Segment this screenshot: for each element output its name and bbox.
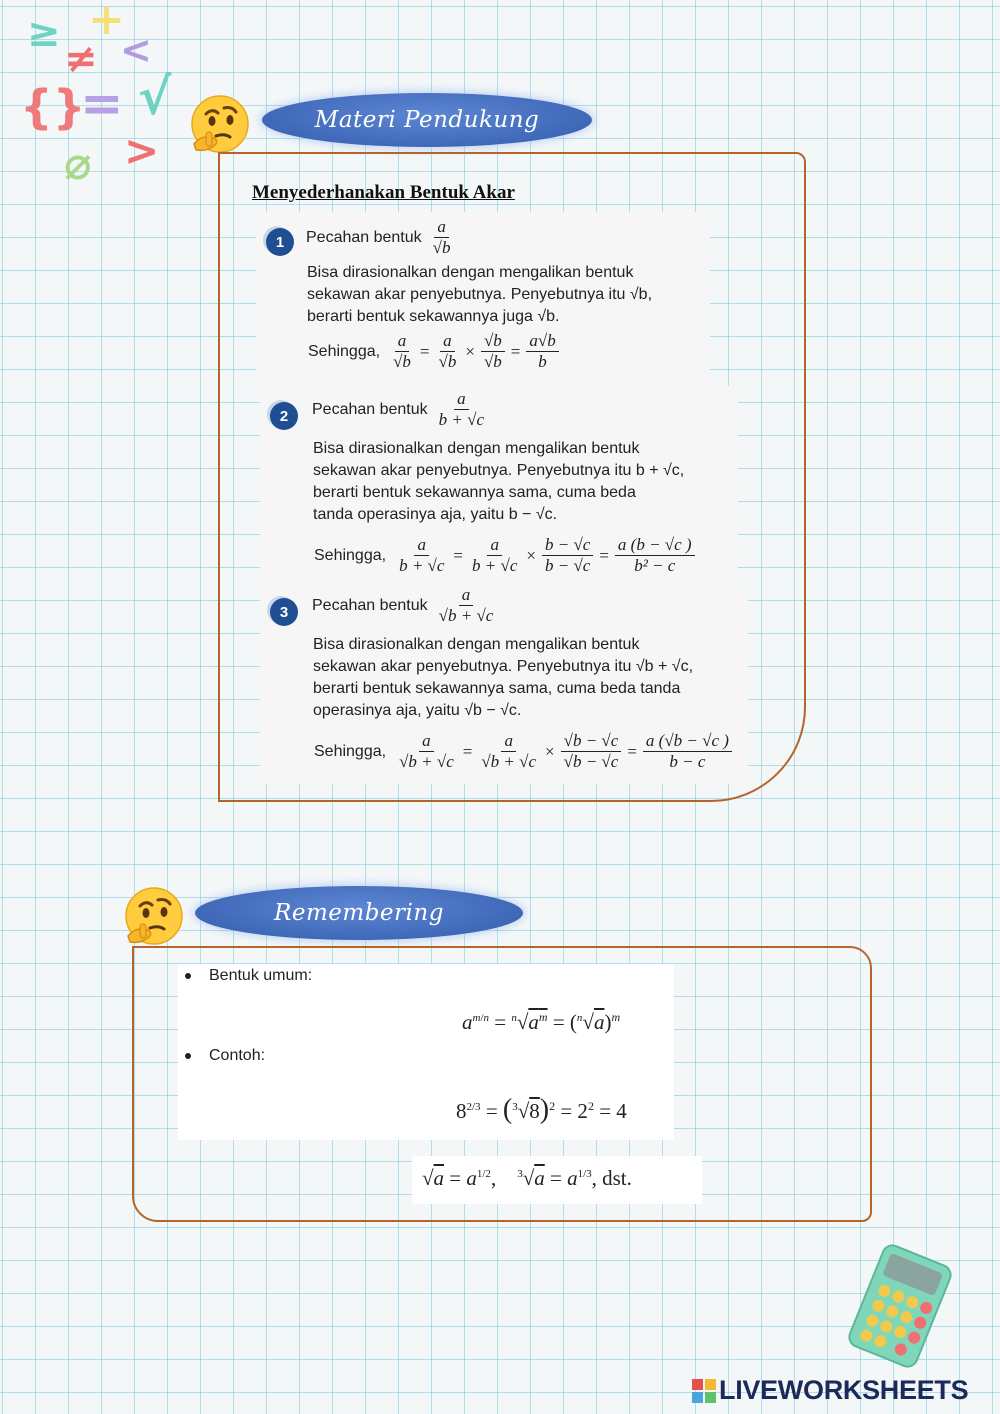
gte-symbol: ≥ [27, 10, 61, 56]
thinking-face-icon [188, 92, 252, 156]
item-card-3 [260, 584, 748, 784]
item-heading-2: Pecahan bentuk $\frac{a}{b + √c}$ [312, 389, 485, 429]
item-card-2 [260, 386, 738, 584]
empty-set-symbol: ⌀ [64, 136, 92, 190]
item-card-1 [256, 212, 710, 386]
remembering-banner [195, 886, 523, 940]
item-number-2: 2 [270, 402, 298, 430]
banner-title: Materi Pendukung [314, 107, 540, 133]
formula-example: $8^{2/3} = (^3√8)^2 = 2^2 = 4$ [456, 1094, 627, 1125]
formula-roots: $√a = a^{1/2}$, $^3√a = a^{1/3}$, dst. [422, 1166, 632, 1190]
thinking-face-icon [122, 884, 186, 948]
formula-general: $a^{m/n} = ^n√a^m = (^n√a)^m$ [462, 1010, 621, 1034]
calculator-icon [838, 1244, 962, 1368]
bullet-contoh: Contoh: [209, 1047, 266, 1064]
item-text-2: Bisa dirasionalkan dengan mengalikan bentuk sekawan akar penyebutnya. Penyebutnya itu b + √c, berarti bentuk sekawannya sama, cuma beda tanda operasinya aja, yaitu b − √c. [313, 440, 685, 523]
item-heading-3: Pecahan bentuk $\frac{a}{√b + √c}$ [312, 585, 494, 625]
item-text-1: Bisa dirasionalkan dengan mengalikan bentuk sekawan akar penyebutnya. Penyebutnya itu √b, berarti bentuk sekawannya juga √b. [307, 264, 653, 325]
brand-text: LIVEWORKSHEETS [719, 1375, 969, 1405]
item-text-3: Bisa dirasionalkan dengan mengalikan bentuk sekawan akar penyebutnya. Penyebutnya itu √b + √c, berarti bentuk sekawannya sama, cuma beda tanda operasinya aja, yaitu √b − √c. [313, 636, 694, 719]
item-equation-2: Sehingga, $\frac{a}{b + √c}$ = $\frac{a}{b + √c}$ × $\frac{b - √c}{b - √c}$ = $\frac{a (b - √c )}{\text{b² − c}}$ [314, 536, 695, 575]
item-number-1: 1 [266, 228, 294, 256]
bullet-bentuk-umum: Bentuk umum: [209, 967, 313, 984]
item-heading-1: Pecahan bentuk $\frac{a}{√b}$ [306, 217, 451, 257]
plus-symbol: + [88, 0, 125, 45]
section-title: Menyederhanakan Bentuk Akar [252, 182, 515, 203]
braces-symbol: {} [20, 80, 86, 134]
equals-symbol: = [80, 74, 124, 134]
materi-pendukung-banner [262, 93, 592, 147]
liveworksheets-logo-icon [692, 1379, 716, 1403]
banner-title: Remembering [274, 900, 444, 926]
brand-logo [692, 1375, 968, 1406]
neq-symbol: ≠ [64, 36, 98, 82]
item-equation-1: Sehingga, $\frac{a}{√b}$ = $\frac{a}{√b}$ × $\frac{√b}{√b}$ = $\frac{a√b}{b}$ [308, 332, 559, 371]
item-equation-3: Sehingga, $\frac{a}{√b + √c}$ = $\frac{a}{√b + √c}$ × $\frac{√b - √c}{√b - √c}$ = $\frac{a (√b - √c )}{b - c}$ [314, 732, 732, 771]
lt-symbol: < [120, 28, 152, 72]
sqrt-symbol: √ [138, 68, 172, 126]
item-number-3: 3 [270, 598, 298, 626]
gt-symbol: > [124, 126, 160, 175]
